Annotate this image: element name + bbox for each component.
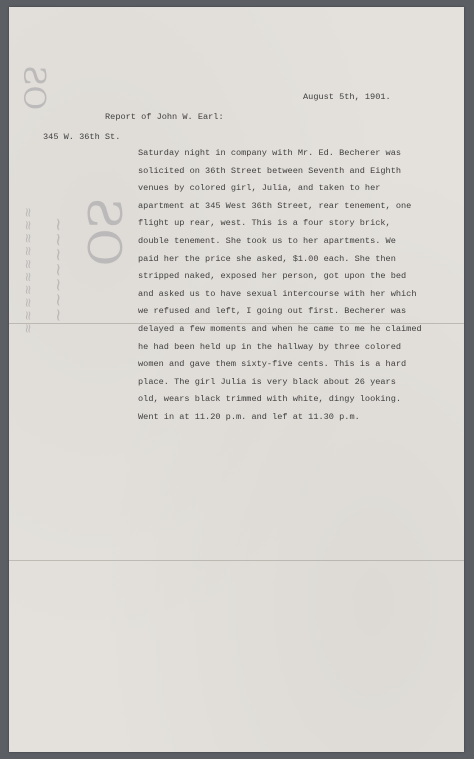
body-line: women and gave them sixty-five cents. This is a hard [138, 359, 407, 370]
body-line: paid her the price she asked, $1.00 each. She then [138, 253, 396, 264]
pencil-mark: ƧO [77, 197, 131, 267]
report-heading: Report of John W. Earl: [105, 112, 224, 122]
document-page [9, 7, 464, 752]
body-line: flight up rear, west. This is a four story brick, [138, 218, 391, 229]
report-address: 345 W. 36th St. [43, 132, 121, 142]
fold-line [9, 560, 464, 561]
body-line: old, wears black trimmed with white, dingy looking. [138, 394, 402, 405]
pencil-mark: ≈≈≈≈≈≈≈≈≈≈ [20, 207, 35, 336]
body-line: Saturday night in company with Mr. Ed. Becherer was [138, 148, 402, 158]
body-line: double tenement. She took us to her apartments. We [138, 236, 396, 246]
body-line: he had been held up in the hallway by three colored [138, 341, 402, 352]
pencil-mark: ~~~~~~~ [48, 217, 69, 323]
body-line: solicited on 36th Street between Seventh and Eighth [138, 165, 402, 176]
body-line: stripped naked, exposed her person, got upon the bed [138, 271, 407, 282]
report-date: August 5th, 1901. [303, 92, 391, 102]
body-line: Went in at 11.20 p.m. and lef at 11.30 p.m. [138, 412, 360, 422]
body-line: and asked us to have sexual intercourse with her which [138, 288, 417, 299]
pencil-mark: ƧO [16, 65, 51, 111]
body-line: we refused and left, I going out first. Becherer was [138, 306, 407, 317]
body-line: delayed a few moments and when he came to me he claimed [138, 324, 422, 334]
body-line: apartment at 345 West 36th Street, rear tenement, one [138, 200, 412, 211]
body-line: place. The girl Julia is very black about 26 years [138, 376, 396, 387]
body-line: venues by colored girl, Julia, and taken to her [138, 183, 381, 194]
